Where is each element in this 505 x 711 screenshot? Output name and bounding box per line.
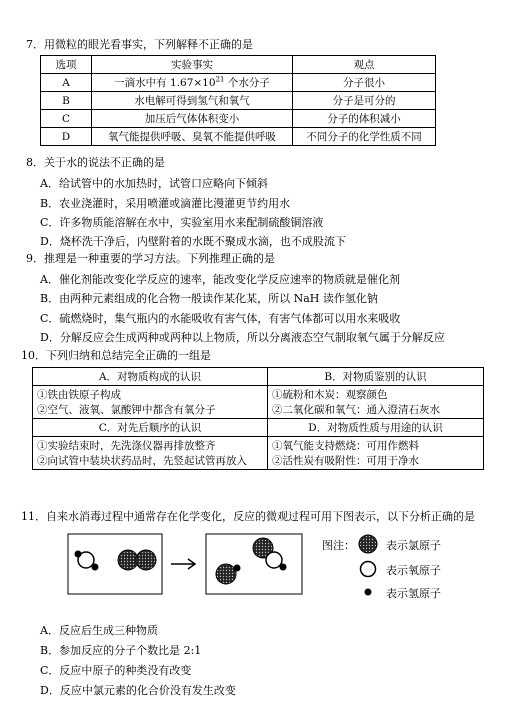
q11-stem: 11．自来水消毒过程中通常存在化学变化，反应的微观过程可用下图表示，以下分析正确的是 <box>21 510 475 523</box>
q8-stem: 8．关于水的说法不正确的是 <box>26 156 165 169</box>
legend-title: 图注： <box>322 539 355 552</box>
legend-chlorine: 表示氯原子 <box>386 539 441 552</box>
row-fact: 加压后气体体积变小 <box>92 110 293 128</box>
chlorine-molecule <box>118 550 156 570</box>
reaction-diagram <box>66 530 306 606</box>
cell-d-item-2: ②活性炭有吸附性：可用于净水 <box>272 455 419 467</box>
q8-option-b: B．农业浇灌时，采用喷灌或滴灌比漫灌更节约用水 <box>40 197 291 210</box>
row-option: D <box>41 128 92 146</box>
table-row <box>41 92 436 110</box>
cell-b-item-2: ②二氧化碳和氧气：通入澄清石灰水 <box>272 404 440 416</box>
row-fact: 一滴水中有 $1.67\times 10^{21}$ 个水分子 <box>92 74 293 92</box>
q7-stem: 7．用微粒的眼光看事实，下列解释不正确的是 <box>26 38 253 51</box>
q8-option-c: C．许多物质能溶解在水中，实验室用水来配制硫酸铜溶液 <box>40 216 324 229</box>
q11-option-a: A．反应后生成三种物质 <box>40 624 158 637</box>
water-molecule <box>75 551 99 571</box>
row-view: 分子是可分的 <box>293 92 436 110</box>
legend-oxygen: 表示氧原子 <box>386 564 441 577</box>
row-view: 分子很小 <box>293 74 436 92</box>
col-header-fact: 实验事实 <box>92 56 293 74</box>
cell-a-title: A．对物质构成的认识 <box>33 368 268 386</box>
cell-a-items <box>33 386 268 419</box>
row-option: C <box>41 110 92 128</box>
cell-d-title: D．对物质性质与用途的认识 <box>268 419 484 437</box>
cell-a-item-2: ②空气、液氧、氯酸钾中都含有氧分子 <box>37 404 216 416</box>
q11-option-b: B．参加反应的分子个数比是 2:1 <box>40 644 202 657</box>
legend-hydrogen: 表示氢原子 <box>386 587 441 600</box>
table-header-row <box>41 56 436 74</box>
cell-b-item-1: ①硫粉和木炭：观察颜色 <box>272 389 388 401</box>
row-fact: 氧气能提供呼吸、臭氧不能提供呼吸 <box>92 128 293 146</box>
oxygen-atom-icon <box>361 562 376 577</box>
q8-option-a: A．给试管中的水加热时，试管口应略向下倾斜 <box>40 177 268 190</box>
q11-option-d: D．反应中氯元素的化合价没有发生改变 <box>40 684 236 697</box>
q10-table <box>32 367 484 470</box>
q9-stem: 9．推理是一种重要的学习方法。下列推理正确的是 <box>26 252 275 265</box>
hydrochloric-acid-molecule <box>216 564 241 584</box>
row-view: 不同分子的化学性质不同 <box>293 128 436 146</box>
q9-option-a: A．催化剂能改变化学反应的速率，能改变化学反应速率的物质就是催化剂 <box>40 273 400 286</box>
col-header-view: 观点 <box>293 56 436 74</box>
row-view: 分子的体积减小 <box>293 110 436 128</box>
col-header-option: 选项 <box>41 56 92 74</box>
q11-option-c: C．反应中原子的种类没有改变 <box>40 664 192 677</box>
table-row <box>41 74 436 92</box>
q9-option-b: B．由两种元素组成的化合物一般读作某化某，所以 NaH 读作氢化钠 <box>40 292 378 305</box>
cell-c-title: C．对先后顺序的认识 <box>33 419 268 437</box>
legend-symbols <box>356 532 380 612</box>
table-row <box>41 128 436 146</box>
cell-d-item-1: ①氧气能支持燃烧：可用作燃料 <box>272 440 419 452</box>
row-option: A <box>41 74 92 92</box>
cell-b-title: B．对物质鉴别的认识 <box>268 368 484 386</box>
row-option: B <box>41 92 92 110</box>
hydrogen-atom-icon <box>365 589 372 596</box>
cell-c-item-1: ①实验结束时，先洗涤仪器再排放整齐 <box>37 440 216 452</box>
hypochlorous-acid-molecule <box>253 538 287 571</box>
q8-option-d: D．烧杯洗干净后，内壁附着的水既不聚成水滴，也不成股流下 <box>40 235 346 248</box>
row-fact: 水电解可得到氢气和氧气 <box>92 92 293 110</box>
q10-stem: 10．下列归纳和总结完全正确的一组是 <box>21 349 211 362</box>
arrow-right-icon <box>171 559 195 569</box>
q9-option-d: D．分解反应会生成两种或两种以上物质，所以分离液态空气制取氧气属于分解反应 <box>40 331 445 344</box>
cell-b-items <box>268 386 484 419</box>
cell-c-item-2: ②向试管中装块状药品时，先竖起试管再放入 <box>37 455 247 467</box>
cell-d-items <box>268 437 484 470</box>
cell-c-items <box>33 437 268 470</box>
q9-option-c: C．硫燃烧时，集气瓶内的水能吸收有害气体，有害气体都可以用水来吸收 <box>40 312 401 325</box>
table-row <box>41 110 436 128</box>
chlorine-atom-icon <box>359 535 377 553</box>
q7-table <box>40 55 436 146</box>
cell-a-item-1: ①铁由铁原子构成 <box>37 389 121 401</box>
